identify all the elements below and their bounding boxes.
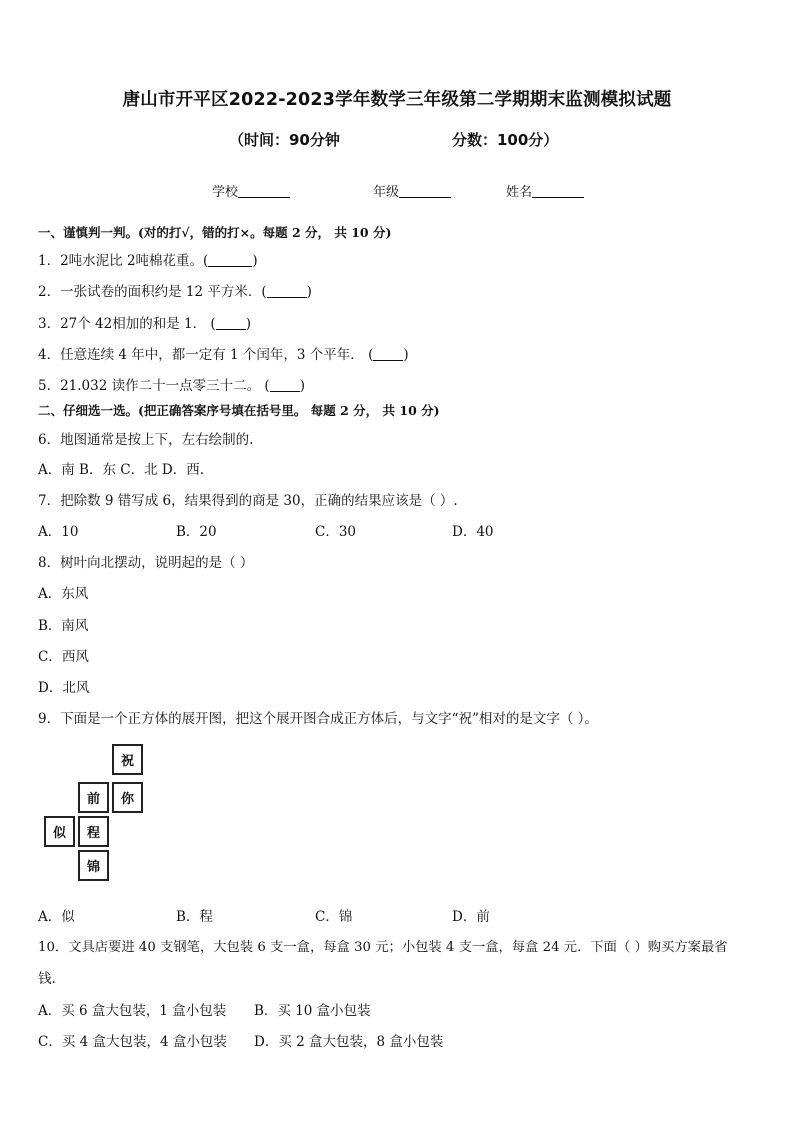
answer-blank-1 [208,254,252,267]
question-8-option-a: A．东风 [38,586,89,602]
question-1 [38,249,258,269]
question-2-paren-close: ) [306,284,312,300]
question-2 [38,280,312,300]
cube-net-figure [44,744,154,886]
question-7-option-b: B．20 [176,524,217,540]
question-10-option-d: D．买 2 盒大包装，8 盒小包装 [254,1034,444,1050]
question-10-text-line1: 10．文具店要进 40 支钢笔，大包装 6 支一盒，每盒 30 元；小包装 4 支一盒，每盒 24 元．下面（ ）购买方案最省 [38,940,728,955]
question-9-option-d: D．前 [452,909,490,925]
answer-blank-5 [270,379,300,392]
question-7-text: 7．把除数 9 错写成 6，结果得到的商是 30，正确的结果应该是（ ）. [38,493,458,509]
net-cell-ni: 你 [112,782,143,813]
net-cell-cheng: 程 [78,816,109,847]
question-3-text: 3．27个 42相加的和是 1． ( [38,316,216,332]
name-blank [532,185,584,198]
name-label: 姓名 [506,185,533,200]
school-blank [238,185,290,198]
question-1-text: 1．2吨水泥比 2吨棉花重。( [38,253,209,269]
net-cell-zhu: 祝 [112,744,143,775]
question-4-text: 4．任意连续 4 年中，都一定有 1 个闰年，3 个平年． ( [38,347,374,363]
question-8-option-b: B．南风 [38,618,89,634]
question-9-option-a: A．似 [38,909,75,925]
question-10-option-c: C．买 4 盒大包装，4 盒小包装 [38,1034,227,1050]
school-field [212,181,290,200]
question-4-paren-close: ) [403,347,409,363]
name-field [506,181,584,200]
question-8-text: 8．树叶向北摆动，说明起的是（ ） [38,555,254,571]
question-9-text: 9．下面是一个正方体的展开图，把这个展开图合成正方体后，与文字“祝”相对的是文字（ ）。 [38,711,598,727]
question-3-paren-close: ) [245,316,251,332]
question-7-option-c: C．30 [315,524,357,540]
net-cell-qian: 前 [78,782,109,813]
question-7-option-d: D．40 [452,524,494,540]
section1-heading: 一、谨慎判一判。(对的打√，错的打×。每题 2 分， 共 10 分) [38,225,392,240]
grade-field [373,181,451,200]
question-5-text: 5．21.032 读作二十一点零三十二。 ( [38,378,270,394]
question-10-text-line2: 钱. [38,971,56,987]
question-7-option-a: A．10 [38,524,79,540]
question-4 [38,343,409,363]
question-3 [38,312,251,332]
question-10-option-b: B．买 10 盒小包装 [254,1003,371,1019]
school-label: 学校 [212,185,239,200]
question-5 [38,374,305,394]
answer-blank-4 [373,348,403,361]
net-cell-si: 似 [44,816,75,847]
question-2-text: 2．一张试卷的面积约是 12 平方米．( [38,284,267,300]
section2-heading: 二、仔细选一选。(把正确答案序号填在括号里。 每题 2 分， 共 10 分) [38,403,440,418]
question-9-option-b: B．程 [176,909,213,925]
answer-blank-2 [267,285,307,298]
question-9-option-c: C．锦 [315,909,353,925]
exam-time: （时间：90分钟 [229,131,340,149]
question-6-text: 6．地图通常是按上下，左右绘制的. [38,432,254,448]
net-cell-jin: 锦 [78,850,109,881]
question-10-option-a: A．买 6 盒大包装，1 盒小包装 [38,1003,227,1019]
grade-label: 年级 [373,185,400,200]
answer-blank-3 [216,317,246,330]
question-6-options: A．南 B．东 C．北 D．西. [38,462,204,478]
grade-blank [399,185,451,198]
question-8-option-d: D．北风 [38,680,90,696]
exam-score: 分数：100分） [452,131,559,149]
question-5-paren-close: ) [299,378,305,394]
question-8-option-c: C．西风 [38,649,89,665]
page-title: 唐山市开平区2022-2023学年数学三年级第二学期期末监测模拟试题 [122,90,672,110]
question-1-paren-close: ) [252,253,258,269]
